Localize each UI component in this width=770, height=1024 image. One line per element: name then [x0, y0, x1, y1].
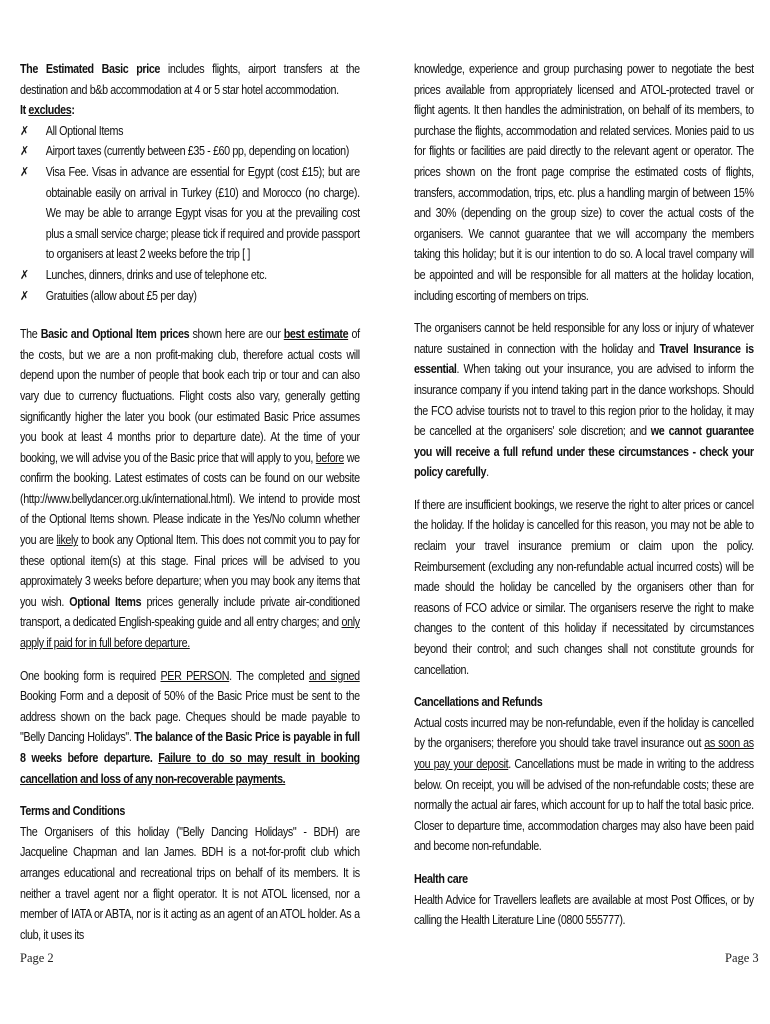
health-paragraph: Health Advice for Travellers leaflets are available at most Post Offices, or by calling the Health Literature Line (0800 555777). — [414, 892, 754, 928]
before-emphasis: before — [315, 450, 344, 465]
text-run: One booking form is required — [20, 668, 161, 683]
text-run-bold: Basic and Optional Item prices — [40, 327, 190, 342]
excludes-heading — [20, 100, 360, 121]
text-run: of the costs, but we are a non profit-making club, therefore actual costs will depend upon the number of people that book each trip or tour and can also vary due to currency fluctuations. Flight costs also vary, generally getting significantly higher the later you book (our estimated Basic Price assumes you book at least 4 months prior to departure date). At the time of your booking, we will advise you of the Basic price that will apply to you, — [20, 327, 360, 465]
cross-mark-icon: ✗ — [20, 164, 29, 179]
booking-form-paragraph — [20, 666, 360, 790]
text-run: prices generally include private air-conditioned transport, a dedicated English-speaking guide and all entry charges; and — [20, 594, 360, 630]
cross-mark-icon: ✗ — [20, 267, 29, 282]
travel-insurance-bold: Travel Insurance is essential — [414, 341, 754, 377]
list-item — [20, 286, 360, 307]
page-number-right: Page 3 — [725, 951, 759, 965]
excludes-prefix: It — [20, 103, 29, 118]
text-run: . When taking out your insurance, you are advised to inform the insurance company if you intend taking part in the dance workshops. Should the FCO advise tourists not to travel to this region prior to the holiday, it may be cancelled at the organisers' sole discretion; and — [414, 362, 754, 439]
optional-items-bold: Optional Items — [69, 594, 142, 609]
deposit-emphasis: as soon as you pay your deposit — [414, 736, 754, 771]
list-item — [20, 121, 360, 142]
basic-price-title: The Estimated Basic price — [20, 62, 161, 76]
excludes-colon: : — [71, 103, 75, 118]
text-run: . Cancellations must be made in writing to the address below. On receipt, you will be advised of the non-refundable costs; these are normally the actual air fares, which account for up to half the total basic price. Closer to departure time, accommodation charges may also have been paid and become non-refundable. — [414, 757, 754, 854]
balance-payable-bold: The balance of the Basic Price is payable in full 8 weeks before departure. — [20, 730, 360, 765]
text-run: Booking Form and a deposit of 50% of the Basic Price must be sent to the address shown on the back page. Cheques should be made payable to "Belly Dancing Holidays". — [20, 689, 360, 745]
cross-mark-icon: ✗ — [20, 144, 29, 159]
excludes-list — [20, 121, 360, 306]
insurance-paragraph — [414, 318, 754, 483]
page-number-left: Page 2 — [20, 951, 54, 965]
paid-in-full-emphasis: only apply if paid for in full before departure. — [20, 615, 360, 651]
refund-warning-bold: we cannot guarantee you will receive a full refund under these circumstances - check your policy carefully — [414, 424, 754, 480]
list-item-text: Airport taxes (currently between £35 - £60 pp, depending on location) — [45, 144, 349, 159]
excludes-label: excludes — [28, 103, 72, 118]
basic-price-text: includes flights, airport transfers at the destination and b&b accommodation at 4 or 5 star hotel accommodation. — [20, 62, 360, 97]
list-item — [20, 141, 360, 162]
text-run: to book any Optional Item. This does not commit you to pay for these optional item(s) at this stage. Final prices will be advised to you approximately 3 weeks before departure; when you may book any items that you wish. — [20, 533, 360, 609]
organisers-paragraph: knowledge, experience and group purchasing power to negotiate the best prices available from appropriately licensed and ATOL-protected travel or flight agents. It then handles the administration, on behalf of its members, to purchase the flights, accommodation and related services. Monies paid to us for flights or facilities are paid directly to the relevant agent or operator. The prices shown on the front page comprise the estimated costs of flights, transfers, accommodation, trips, etc. plus a handling margin of between 15% and 30% (depending on the group size) to cover the actual costs of the organisers. We cannot guarantee that we will accompany the members taking this holiday; but it is our intention to do so. A local travel company will be appointed and will be responsible for all matters at the holiday location, including escorting of members on trips. — [414, 62, 754, 303]
best-estimate-emphasis: best estimate — [283, 327, 349, 342]
cross-mark-icon: ✗ — [20, 288, 29, 303]
cancellations-paragraph — [414, 713, 754, 857]
list-item — [20, 162, 360, 265]
left-column — [20, 59, 360, 945]
cancellations-heading-text: Cancellations and Refunds — [414, 695, 543, 710]
text-run: The — [20, 327, 41, 342]
terms-heading-text: Terms and Conditions — [20, 804, 125, 819]
price-estimate-paragraph — [20, 324, 360, 654]
and-signed-emphasis: and signed — [308, 668, 360, 683]
health-heading-text: Health care — [414, 871, 468, 886]
text-run: The organisers cannot be held responsible for any loss or injury of whatever nature sustained in connection with the holiday and — [414, 321, 754, 356]
list-item-text: Gratuities (allow about £5 per day) — [45, 288, 197, 303]
cancellation-warning: Failure to do so may result in booking cancellation and loss of any non-recoverable payments. — [20, 751, 360, 786]
right-column — [414, 59, 754, 931]
text-run: we confirm the booking. Latest estimates of costs can be found on our website (http://www.bellydancer.org.uk/international.html). We intend to provide most of the Optional Items shown. Please indicate in the Yes/No column whether you are — [20, 450, 360, 548]
health-heading — [414, 869, 754, 890]
likely-emphasis: likely — [56, 533, 79, 548]
cancellations-heading — [414, 692, 754, 713]
list-item-text: Visa Fee. Visas in advance are essential for Egypt (cost £15); but are obtainable easily on arrival in Turkey (£10) and Morocco (no charge). We may be able to arrange Egypt visas for you at the prevailing cost plus a small service charge; please tick if required and provide passport to organisers at least 2 weeks before the trip [ ] — [45, 164, 360, 262]
terms-paragraph: The Organisers of this holiday ("Belly Dancing Holidays" - BDH) are Jacqueline Chapman and Ian James. BDH is a not-for-profit club which arranges educational and recreational trips on behalf of its members. It is neither a travel agent nor a flight operator. It is not ATOL licensed, nor a member of IATA or ABTA, nor is it acting as an agent of an ATOL holder. As a club, it uses its — [20, 824, 360, 942]
insufficient-bookings-paragraph: If there are insufficient bookings, we reserve the right to alter prices or cancel the holiday. If the holiday is cancelled for this reason, you may not be able to reclaim your travel insurance premium or claim upon the policy. Reimbursement (excluding any non-refundable actual incurred costs) will be made should the holiday be cancelled by the organisers other than for reasons of FCO advice or similar. The organisers reserve the right to make changes to the content of this holiday if necessitated by circumstances beyond their control; and such changes shall not constitute grounds for cancellation. — [414, 497, 754, 677]
list-item-text: All Optional Items — [45, 123, 124, 138]
text-run: . — [486, 465, 489, 480]
text-run: shown here are our — [189, 327, 284, 342]
basic-price-paragraph — [20, 59, 360, 100]
cross-mark-icon: ✗ — [20, 123, 29, 138]
list-item-text: Lunches, dinners, drinks and use of telephone etc. — [45, 267, 267, 282]
list-item — [20, 265, 360, 286]
per-person-emphasis: PER PERSON — [160, 668, 230, 683]
text-run: Actual costs incurred may be non-refundable, even if the holiday is cancelled by the organisers; therefore you should take travel insurance out — [414, 715, 754, 751]
text-run: . The completed — [229, 668, 309, 683]
terms-heading — [20, 801, 360, 822]
